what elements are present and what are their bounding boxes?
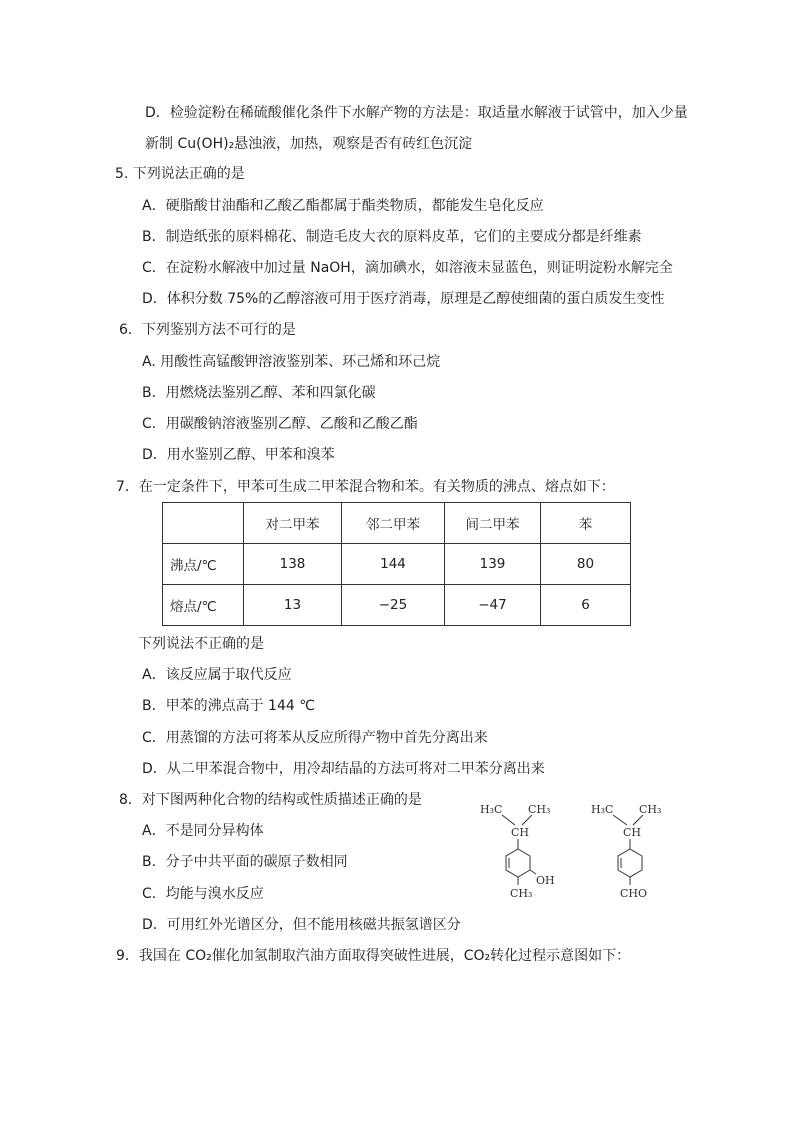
table-cell: 13 [244,585,342,626]
mol1-h3c-label: H₃C [480,803,503,816]
table-cell: 144 [342,544,445,585]
mol1-benzene-ring [506,849,530,877]
table-cell: 6 [541,585,631,626]
table-header-cell: 间二甲苯 [445,503,541,544]
q7-option-a: A．该反应属于取代反应 [142,667,292,683]
mol1-ch3-bottom-label: CH₃ [510,887,533,900]
q6-stem: 6．下列鉴别方法不可行的是 [119,322,296,338]
q6-option-b: B．用燃烧法鉴别乙醇、苯和四氯化碳 [142,385,376,401]
q7-stem: 7．在一定条件下，甲苯可生成二甲苯混合物和苯。有关物质的沸点、熔点如下： [116,479,615,495]
table-row [163,585,631,626]
q5-option-d: D．体积分数 75%的乙醇溶液可用于医疗消毒，原理是乙醇使细菌的蛋白质发生变性 [142,291,665,307]
molecule-1-structure [470,795,580,905]
table-header-cell: 对二甲苯 [244,503,342,544]
mol2-h3c-label: H₃C [591,803,614,816]
q8-stem: 8．对下图两种化合物的结构或性质描述正确的是 [119,792,422,808]
molecule-2-structure [585,795,695,905]
mol2-cho-label: CHO [620,887,648,900]
mol1-bond [522,815,532,825]
q5-option-c: C．在淀粉水解液中加过量 NaOH，滴加碘水，如溶液未显蓝色，则证明淀粉水解完全 [142,260,673,276]
q4-option-d-line2: 新制 Cu(OH)₂悬浊液，加热，观察是否有砖红色沉淀 [145,136,473,152]
mol2-bond [633,815,643,825]
mol1-ch3-top-label: CH₃ [528,803,551,816]
mol1-oh-label: OH [536,874,555,887]
q5-option-a: A．硬脂酸甘油酯和乙酸乙酯都属于酯类物质，都能发生皂化反应 [142,198,544,214]
mol1-bond [502,815,515,825]
q7-option-c: C．用蒸馏的方法可将苯从反应所得产物中首先分离出来 [142,730,488,746]
q5-stem: 5. 下列说法正确的是 [115,166,245,182]
mol2-ch3-top-label: CH₃ [639,803,662,816]
table-cell: 138 [244,544,342,585]
mol2-bond [613,815,627,825]
table-row [163,544,631,585]
mol2-ch-label: CH [623,826,642,839]
table-cell: −47 [445,585,541,626]
q8-option-a: A．不是同分异构体 [142,823,264,839]
q4-option-d-line1: D．检验淀粉在稀硫酸催化条件下水解产物的方法是：取适量水解液于试管中，加入少量 [145,105,688,121]
q8-option-c: C．均能与溴水反应 [142,886,264,902]
property-table [162,502,631,626]
q7-option-b: B．甲苯的沸点高于 144 ℃ [142,698,315,714]
table-row-label: 熔点/℃ [163,585,244,626]
table-cell: 80 [541,544,631,585]
table-header-cell: 邻二甲苯 [342,503,445,544]
q5-option-b: B．制造纸张的原料棉花、制造毛皮大衣的原料皮革，它们的主要成分都是纤维素 [142,229,642,245]
mol1-ch-label: CH [511,826,530,839]
table-header-cell: 苯 [541,503,631,544]
q7-option-d: D．从二甲苯混合物中，用冷却结晶的方法可将对二甲苯分离出来 [142,761,545,777]
mol2-benzene-ring [618,849,642,877]
q7-sub-stem: 下列说法不正确的是 [138,636,264,652]
q6-option-c: C．用碳酸钠溶液鉴别乙醇、乙酸和乙酸乙酯 [142,416,418,432]
q6-option-a: A. 用酸性高锰酸钾溶液鉴别苯、环己烯和环己烷 [142,354,441,370]
table-cell: −25 [342,585,445,626]
table-header-cell [163,503,244,544]
q6-option-d: D．用水鉴别乙醇、甲苯和溴苯 [142,447,335,463]
q8-option-d: D．可用红外光谱区分，但不能用核磁共振氢谱区分 [142,917,461,933]
table-cell: 139 [445,544,541,585]
q9-stem: 9．我国在 CO₂催化加氢制取汽油方面取得突破性进展，CO₂转化过程示意图如下： [116,948,631,964]
table-header-row [163,503,631,544]
q8-option-b: B．分子中共平面的碳原子数相同 [142,854,348,870]
table-row-label: 沸点/℃ [163,544,244,585]
